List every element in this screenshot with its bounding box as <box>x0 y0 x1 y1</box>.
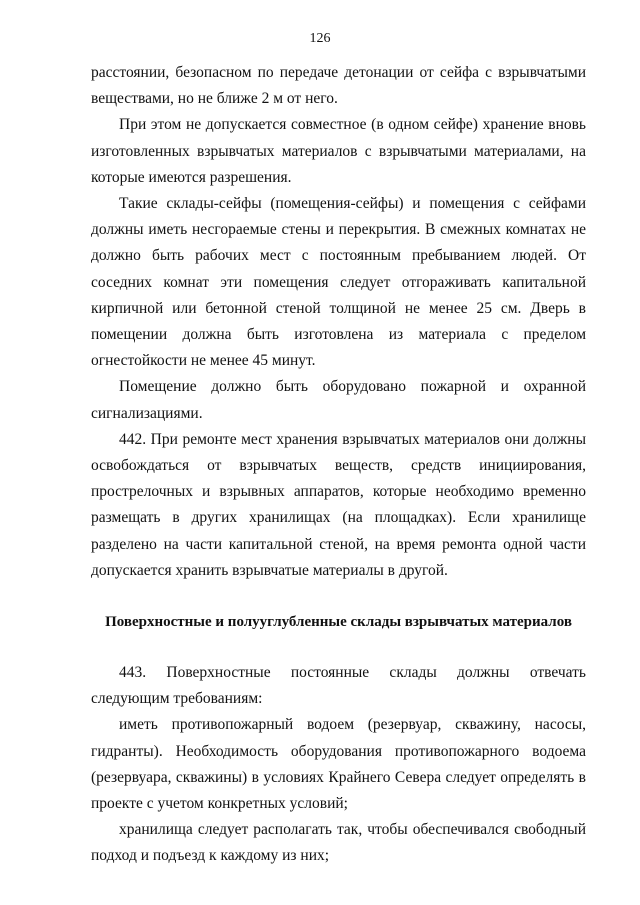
body-text <box>91 60 586 870</box>
paragraph-alarm: Помещение должно быть оборудовано пожарной и охранной сигнализациями. <box>91 378 586 422</box>
paragraph-fire-reservoir: иметь противопожарный водоем (резервуар, скважину, насосы, гидранты). Необходимость оборудования противопожарного водоема (резервуара, скважины) в условиях Крайнего Севера следует определять в проекте с учетом конкретных условий; <box>91 716 586 813</box>
section-heading: Поверхностные и полууглубленные склады взрывчатых материалов <box>105 614 572 631</box>
paragraph-safe-rooms: Такие склады-сейфы (помещения-сейфы) и помещения с сейфами должны иметь несгораемые стены и перекрытия. В смежных комнатах не должно быть рабочих мест с постоянным пребыванием людей. От соседних комнат эти помещения следует отгораживать капитальной кирпичной или бетонной стеной толщиной не менее 25 см. Дверь в помещении должна быть изготовлена из материала с пределом огнестойкости не менее 45 минут. <box>91 195 586 370</box>
page-number: 126 <box>309 31 331 46</box>
paragraph-storage-layout: хранилища следует располагать так, чтобы обеспечивался свободный подход и подъезд к каждому из них; <box>91 821 586 865</box>
paragraph-443: 443. Поверхностные постоянные склады должны отвечать следующим требованиям: <box>91 664 586 708</box>
paragraph-storage-restriction: При этом не допускается совместное (в одном сейфе) хранение вновь изготовленных взрывчатых материалов с взрывчатыми материалами, на которые имеются разрешения. <box>91 116 586 186</box>
paragraph-continuation: расстоянии, безопасном по передаче детонации от сейфа с взрывчатыми веществами, но не ближе 2 м от него. <box>91 64 586 108</box>
paragraph-442: 442. При ремонте мест хранения взрывчатых материалов они должны освобождаться от взрывчатых веществ, средств инициирования, прострелочных и взрывных аппаратов, которые необходимо временно размещать в других хранилищах (на площадках). Если хранилище разделено на части капитальной стеной, на время ремонта одной части допускается хранить взрывчатые материалы в другой. <box>91 430 586 579</box>
